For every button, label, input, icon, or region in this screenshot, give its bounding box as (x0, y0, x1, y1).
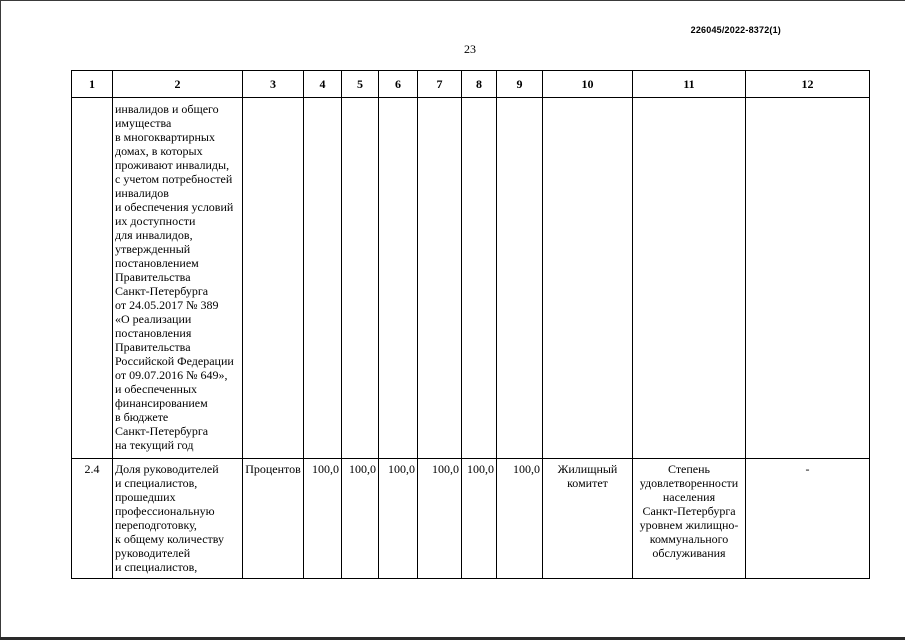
value-cell: 100,0 (342, 459, 379, 579)
header-cell: 11 (633, 71, 746, 98)
table-header-row (72, 71, 870, 98)
header-cell: 2 (113, 71, 243, 98)
row-number-cell: 2.4 (72, 459, 113, 579)
table-cell (342, 98, 379, 459)
header-cell: 12 (746, 71, 870, 98)
unit-cell: Процентов (243, 459, 304, 579)
table-cell (746, 98, 870, 459)
target-cell: Степень удовлетворенности населения Санкт-Петербурга уровнем жилищно- коммунального обслуживания (633, 459, 746, 579)
responsible-cell: Жилищный комитет (543, 459, 633, 579)
value-cell: 100,0 (418, 459, 462, 579)
table-cell (304, 98, 342, 459)
header-cell: 7 (418, 71, 462, 98)
header-cell: 8 (462, 71, 497, 98)
data-table (71, 70, 870, 579)
table-row (72, 459, 870, 579)
header-cell: 3 (243, 71, 304, 98)
table-cell (633, 98, 746, 459)
table-cell (497, 98, 543, 459)
scan-border-top (0, 0, 905, 1)
document-id: 226045/2022-8372(1) (690, 25, 781, 35)
page-number: 23 (464, 42, 476, 56)
indicator-description-cell: инвалидов и общего имущества в многоквартирных домах, в которых проживают инвалиды, с учетом потребностей инвалидов и обеспечения условий их доступности для инвалидов, утвержденный постановлением Правительства Санкт-Петербурга от 24.05.2017 № 389 «О реализации постановления Правительства Российской Федерации от 09.07.2016 № 649», и обеспеченных финансированием в бюджете Санкт-Петербурга на текущий год (113, 98, 243, 459)
table-cell (379, 98, 418, 459)
table-cell (72, 98, 113, 459)
value-cell: 100,0 (497, 459, 543, 579)
table-cell (418, 98, 462, 459)
header-cell: 1 (72, 71, 113, 98)
table-row (72, 98, 870, 459)
scan-border-left (0, 0, 1, 640)
header-cell: 4 (304, 71, 342, 98)
table-cell (243, 98, 304, 459)
header-cell: 5 (342, 71, 379, 98)
header-cell: 6 (379, 71, 418, 98)
table-cell (543, 98, 633, 459)
value-cell: 100,0 (379, 459, 418, 579)
note-cell: - (746, 459, 870, 579)
indicator-description-cell: Доля руководителей и специалистов, прошедших профессиональную переподготовку, к общему количеству руководителей и специалистов, (113, 459, 243, 579)
value-cell: 100,0 (462, 459, 497, 579)
header-cell: 10 (543, 71, 633, 98)
value-cell: 100,0 (304, 459, 342, 579)
header-cell: 9 (497, 71, 543, 98)
table-cell (462, 98, 497, 459)
